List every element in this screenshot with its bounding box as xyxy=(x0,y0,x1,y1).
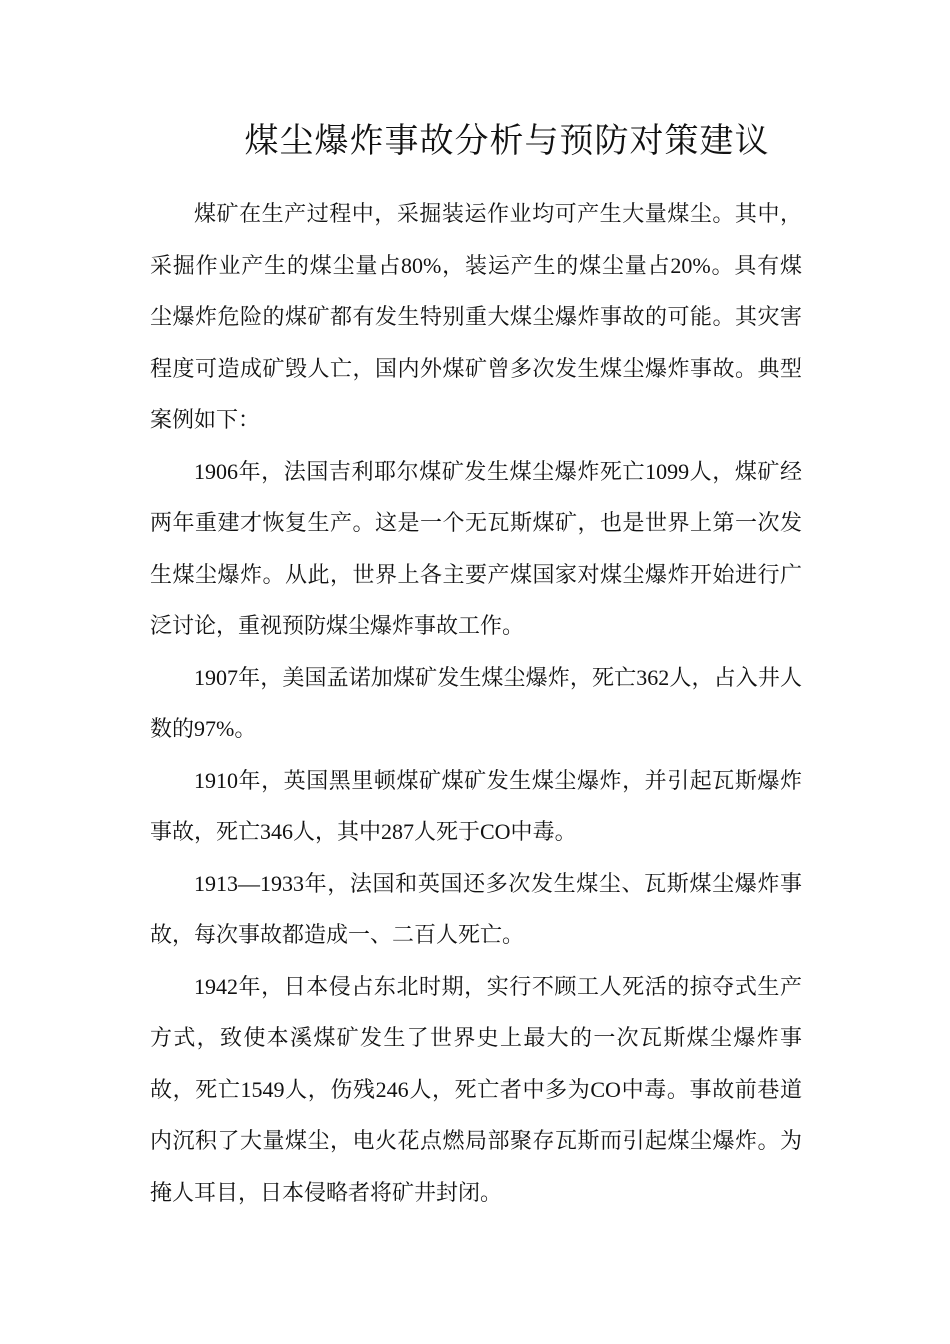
paragraph-1907: 1907年，美国孟诺加煤矿发生煤尘爆炸，死亡362人，占入井人数的97%。 xyxy=(150,664,802,741)
paragraph-1910: 1910年，英国黑里顿煤矿煤矿发生煤尘爆炸，并引起瓦斯爆炸事故，死亡346人，其中287人死于CO中毒。 xyxy=(150,767,802,844)
paragraph-1913-1933: 1913—1933年，法国和英国还多次发生煤尘、瓦斯煤尘爆炸事故，每次事故都造成一、二百人死亡。 xyxy=(150,870,802,947)
document-title: 煤尘爆炸事故分析与预防对策建议 xyxy=(244,123,770,160)
paragraph-1942: 1942年，日本侵占东北时期，实行不顾工人死活的掠夺式生产方式，致使本溪煤矿发生了世界史上最大的一次瓦斯煤尘爆炸事故，死亡1549人，伤残246人，死亡者中多为CO中毒。事故前巷道内沉积了大量煤尘，电火花点燃局部聚存瓦斯而引起煤尘爆炸。为掩人耳目，日本侵略者将矿井封闭。 xyxy=(150,973,802,1205)
document-body xyxy=(150,188,802,1218)
paragraph-1906: 1906年，法国吉利耶尔煤矿发生煤尘爆炸死亡1099人，煤矿经两年重建才恢复生产。这是一个无瓦斯煤矿，也是世界上第一次发生煤尘爆炸。从此，世界上各主要产煤国家对煤尘爆炸开始进行广泛讨论，重视预防煤尘爆炸事故工作。 xyxy=(150,458,802,638)
paragraph-intro: 煤矿在生产过程中，采掘装运作业均可产生大量煤尘。其中，采掘作业产生的煤尘量占80%，装运产生的煤尘量占20%。具有煤尘爆炸危险的煤矿都有发生特别重大煤尘爆炸事故的可能。其灾害程度可造成矿毁人亡，国内外煤矿曾多次发生煤尘爆炸事故。典型案例如下： xyxy=(150,201,802,432)
